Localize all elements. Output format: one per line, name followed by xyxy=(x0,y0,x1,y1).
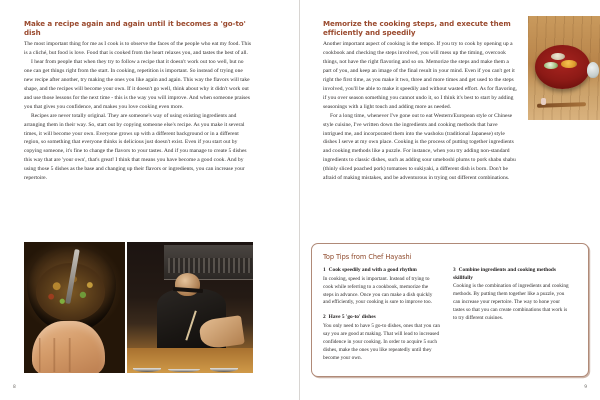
tip-item xyxy=(323,267,440,307)
serving-bowl-shape xyxy=(133,368,161,371)
tip-number: 1 xyxy=(323,267,326,273)
tip-body: Cooking is the combination of ingredients and cooking methods. By putting them together like a puzzle, you can increase your repertoire. The way to hone your tastes so that you can create combinations that work is to try different cuisines. xyxy=(453,283,569,322)
tip-heading xyxy=(323,314,440,322)
tip-heading-text: Cook speedily and with a good rhythm xyxy=(328,267,417,273)
red-lacquer-tray-with-small-dishes-photo xyxy=(528,16,600,120)
top-tips-column-left xyxy=(323,267,440,363)
tip-number: 3 xyxy=(453,267,456,273)
serving-bowl-shape xyxy=(210,368,238,371)
paragraph: I hear from people that when they try to follow a recipe that it doesn't work out too well, but no one can get things right from the start. In cooking, repetition is important. So instead of trying one new recipe after another, try making the ones you like again and again. This way the flavors will take shape, and the recipes will become your own. If it doesn't go well, think about why it didn't work out and use those lessons for the next time - this is the way you will improve. And when someone praises you that gives you confidence, and makes you love cooking even more. xyxy=(24,58,250,110)
right-page-body xyxy=(323,40,518,184)
left-page-text-column xyxy=(24,19,252,183)
paragraph: The most important thing for me as I cook is to observe the faces of the people who eat my food. This is a cliché, but food is love. Food that is cooked from the heart relaxes you, and tastes the best of all. xyxy=(24,40,252,56)
left-page-body xyxy=(24,40,252,184)
red-lacquer-tray-shape xyxy=(535,45,590,89)
tea-cup-shape xyxy=(587,62,599,79)
chef-plating-at-counter-photo xyxy=(127,242,254,373)
paragraph: For a long time, whenever I've gone out to eat Western/European style or Chinese style cuisine, I've written down the ingredients and cooking methods that have intrigued me, and incorporated them into the washoku (traditional Japanese) style dishes I serve at my own place. Cooking is the process of putting together ingredients and cooking methods like a puzzle. For instance, when you try adding non-standard ingredients to classic dishes, such as adding sour umeboshi plums to pork shabu shabu (thinly sliced poached pork) tomatoes to sukiyaki, a different dish is born. Don't be afraid of making mistakes, and be adventurous in trying out different combinations. xyxy=(323,112,516,182)
serving-bowl-shape xyxy=(168,369,200,373)
left-page-photo-group xyxy=(24,242,253,373)
wok-with-stir-fry-photo xyxy=(24,242,125,373)
tip-body: You only need to have 5 go-to dishes, ones that you can say you are good at making. That will lead to increased confidence in your cooking. In order to acquire 5 such dishes, make the ones you like repeatedly until they become your own. xyxy=(323,323,440,361)
kitchen-hood-shape xyxy=(164,245,253,280)
top-tips-column-right xyxy=(453,267,570,363)
paragraph: Recipes are never totally original. They are someone's way of using existing ingredients and arranging them in their way. So, start out by copying someone else's recipe. As you make it several times, it will become your own. Everyone grows up with a different background or in a different region, so something that everyone thinks is delicious just doesn't exist. Even if you start out by copying someone, it's fine to change the flavors to your tastes. And if you manage to create 5 dishes this way that are 'your own', that's great! I think that means you have become a good cook. And by using those 5 dishes as the base and changing up their flavors or ingredients, you can increase your repertoire. xyxy=(24,112,247,182)
top-tips-box xyxy=(311,243,589,377)
small-dish-shape xyxy=(561,60,576,68)
tip-item xyxy=(453,267,570,323)
page-number-right: 9 xyxy=(584,385,587,390)
page-number-left: 8 xyxy=(13,385,16,390)
small-dish-shape xyxy=(544,62,558,69)
right-page-heading: Memorize the cooking steps, and execute them efficiently and speedily xyxy=(323,19,511,38)
tip-heading-text: Have 5 'go-to' dishes xyxy=(328,314,376,321)
right-page xyxy=(300,0,600,400)
left-page-heading: Make a recipe again and again until it becomes a 'go-to' dish xyxy=(24,19,246,38)
top-tips-columns xyxy=(323,267,577,363)
counter-surface-shape xyxy=(127,348,254,373)
tip-body: In cooking, speed is important. Instead of trying to cook while referring to a cookbook, memorize the steps in advance. Once you can make a dish quickly and efficiently, your cooking is sure to improve too. xyxy=(323,275,433,306)
small-dish-shape xyxy=(551,53,565,60)
right-page-text-column xyxy=(323,19,518,183)
tip-number: 2 xyxy=(323,314,326,321)
tip-item xyxy=(323,314,440,362)
tip-heading xyxy=(453,267,570,282)
tip-heading xyxy=(323,267,440,275)
tip-heading-text: Combine ingredients and cooking methods skillfully xyxy=(453,267,556,281)
left-page xyxy=(0,0,299,400)
chopstick-rest-shape xyxy=(541,98,546,105)
top-tips-title: Top Tips from Chef Hayashi xyxy=(323,253,412,261)
paragraph: Another important aspect of cooking is the tempo. If you try to cook by opening up a cookbook and checking the steps involved, you will mess up the timing, overcook things, not have the right flavoring and so on. Memorize the steps and make them a part of you, and keep an image of the final result in your mind. Even if you can't get it right the first time, as you make it two, three and more times and get used to the steps involved, you'll be able to make it speedily and without wasted effort. As for flavoring, if you over season something you cannot undo it, so I think it's best to start by adding seasonings with a light touch and adding more as needed. xyxy=(323,40,517,110)
